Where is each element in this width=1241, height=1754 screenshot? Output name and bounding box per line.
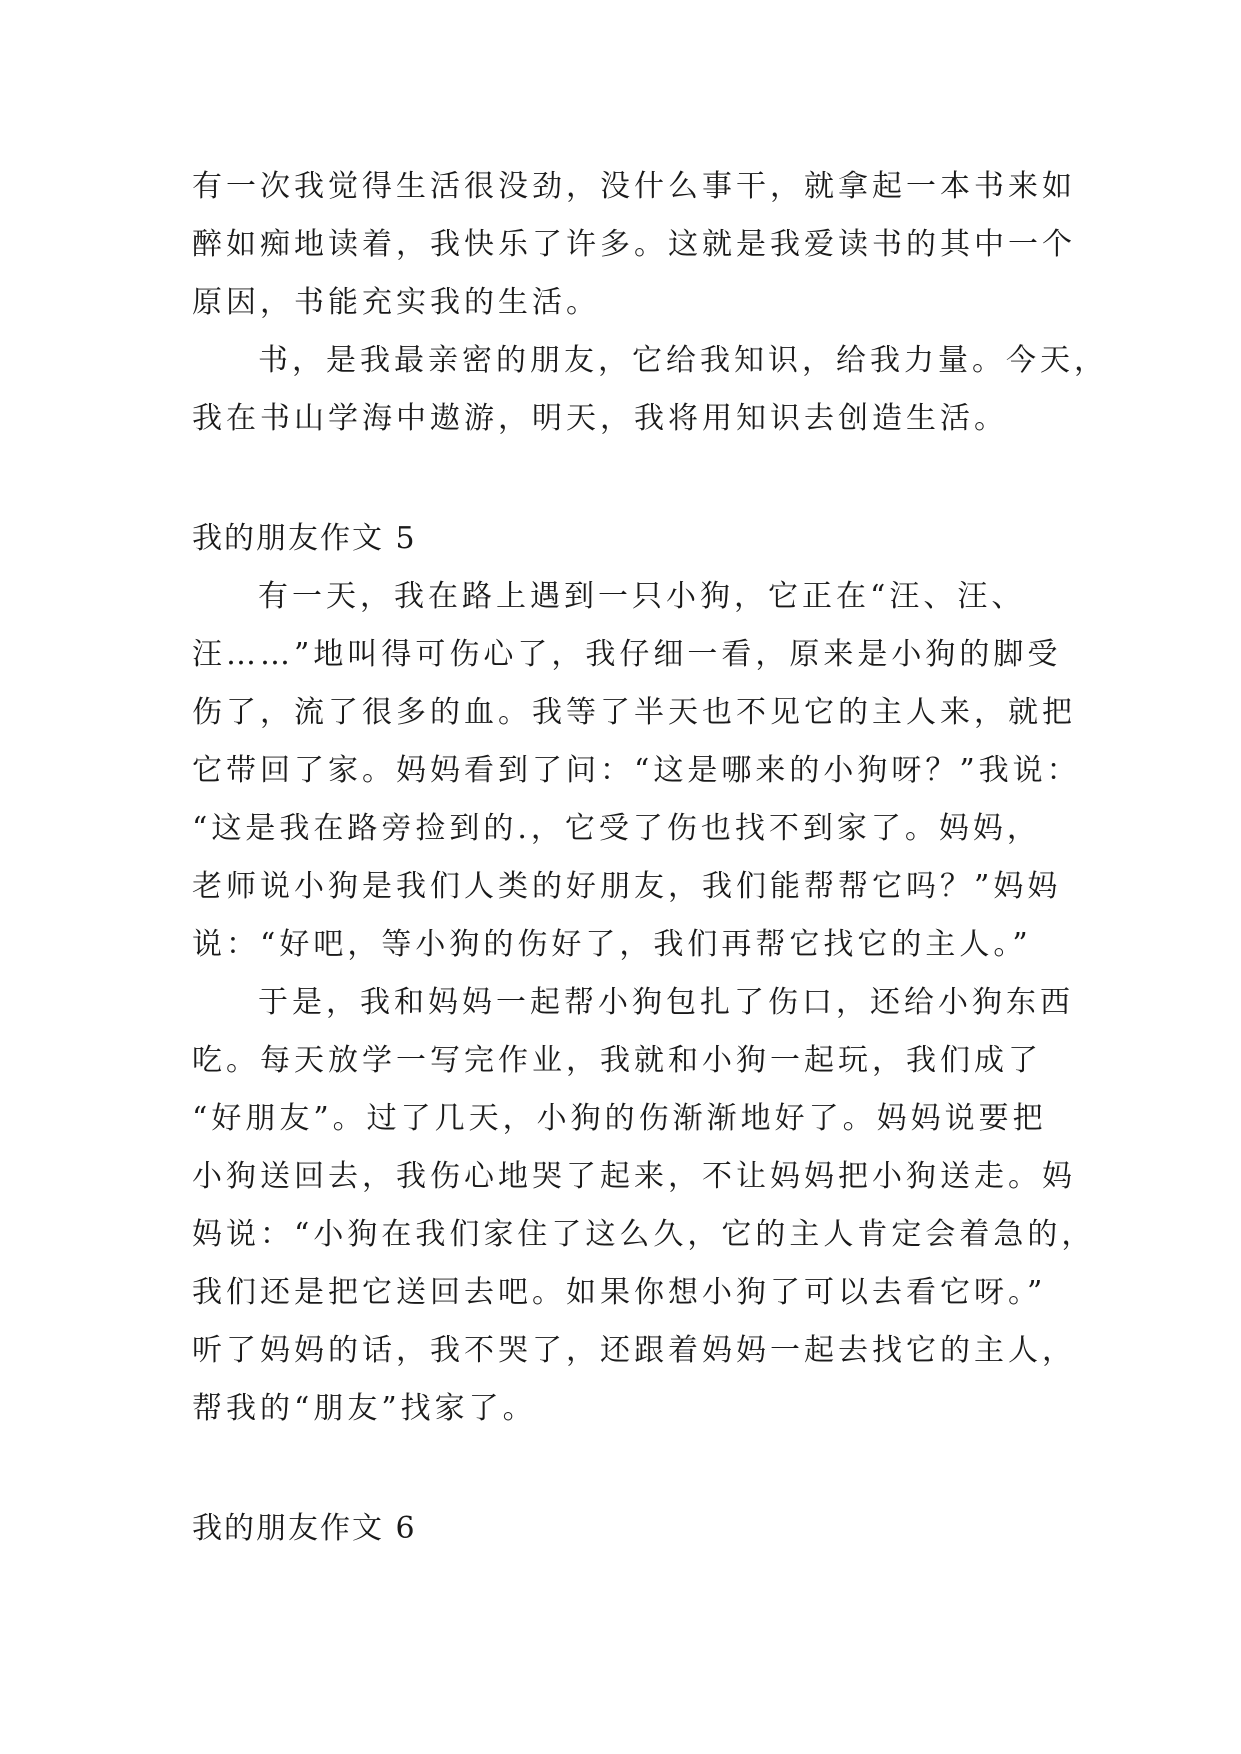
paragraph-start-line: 于是，我和妈妈一起帮小狗包扎了伤口，还给小狗东西 [258, 985, 1074, 1020]
text-line: 我们还是把它送回去吧。如果你想小狗了可以去看它呀。” [192, 1275, 1047, 1310]
paragraph-start-line: 书，是我最亲密的朋友，它给我知识，给我力量。今天， [258, 343, 1108, 378]
text-line: “这是我在路旁捡到的.，它受了伤也找不到家了。妈妈， [192, 811, 1041, 846]
text-line: 老师说小狗是我们人类的好朋友，我们能帮帮它吗？”妈妈 [192, 869, 1062, 904]
paragraph-start-line: 有一天，我在路上遇到一只小狗，它正在“汪、汪、 [258, 579, 1026, 614]
text-line: 原因，书能充实我的生活。 [192, 285, 600, 320]
text-line: 小狗送回去，我伤心地哭了起来，不让妈妈把小狗送走。妈 [192, 1159, 1076, 1194]
document-body [192, 158, 1108, 1558]
text-line: 有一次我觉得生活很没劲，没什么事干，就拿起一本书来如 [192, 169, 1076, 204]
text-line: 妈说：“小狗在我们家住了这么久，它的主人肯定会着急的， [192, 1217, 1096, 1252]
text-line: 我在书山学海中遨游，明天，我将用知识去创造生活。 [192, 401, 1008, 436]
section-heading-6: 我的朋友作文 6 [192, 1511, 417, 1546]
text-line: 醉如痴地读着，我快乐了许多。这就是我爱读书的其中一个 [192, 227, 1076, 262]
text-line: 伤了，流了很多的血。我等了半天也不见它的主人来，就把 [192, 695, 1076, 730]
text-line: 帮我的“朋友”找家了。 [192, 1391, 537, 1426]
text-line: “好朋友”。过了几天，小狗的伤渐渐地好了。妈妈说要把 [192, 1101, 1047, 1136]
section-heading-5: 我的朋友作文 5 [192, 521, 417, 556]
text-line: 吃。每天放学一写完作业，我就和小狗一起玩，我们成了 [192, 1043, 1042, 1078]
text-line: 说：“好吧，等小狗的伤好了，我们再帮它找它的主人。” [192, 927, 1032, 962]
text-line: 汪……”地叫得可伤心了，我仔细一看，原来是小狗的脚受 [192, 637, 1062, 672]
text-line: 它带回了家。妈妈看到了问：“这是哪来的小狗呀？”我说： [192, 753, 1081, 788]
text-line: 听了妈妈的话，我不哭了，还跟着妈妈一起去找它的主人， [192, 1333, 1076, 1368]
